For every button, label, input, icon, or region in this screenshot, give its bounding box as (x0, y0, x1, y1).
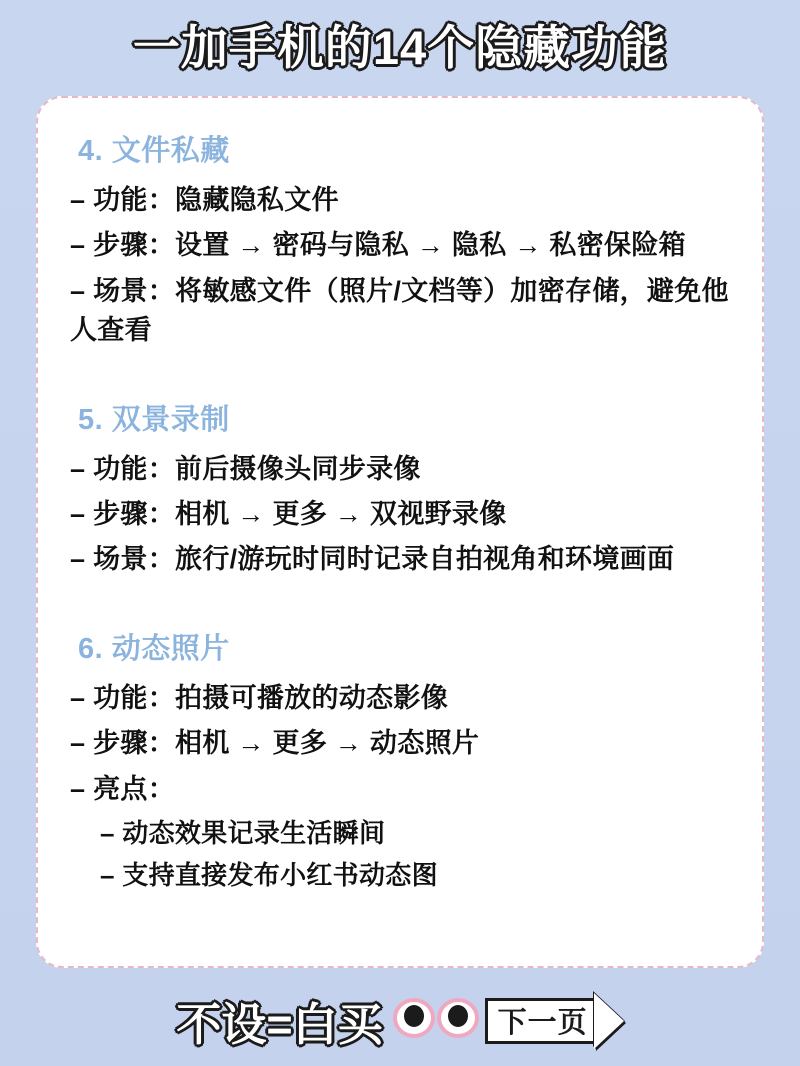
section-line: – 功能：隐藏隐私文件 (70, 185, 339, 215)
footer-slogan: 不设=白买 (176, 999, 383, 1050)
eye-left-icon (393, 998, 435, 1038)
section-sub-line: – 动态效果记录生活瞬间 (100, 818, 386, 849)
arrow-right-icon (594, 993, 624, 1049)
content-card (36, 96, 764, 968)
spacer (64, 594, 736, 620)
footer (0, 975, 800, 1066)
section-line: – 亮点： (70, 773, 176, 804)
section-title: 6. 动态照片 (78, 632, 230, 665)
next-page-button[interactable] (485, 993, 624, 1049)
pupil (448, 1005, 468, 1027)
section-line: – 场景：将敏感文件（照片/文档等）加密存储，避免他人查看 (70, 275, 729, 346)
section-line: – 步骤：设置 → 密码与隐私 → 隐私 → 私密保险箱 (70, 230, 686, 261)
section-line: – 步骤：相机 → 更多 → 双视野录像 (70, 499, 507, 530)
spacer (64, 365, 736, 391)
next-page-label: 下一页 (497, 1007, 588, 1039)
pupil (404, 1005, 424, 1027)
section-line: – 步骤：相机 → 更多 → 动态照片 (70, 728, 480, 759)
eye-right-icon (437, 998, 479, 1038)
section-sub-line: – 支持直接发布小红书动态图 (100, 860, 438, 891)
section-line: – 功能：拍摄可播放的动态影像 (70, 682, 449, 713)
eyes-icon (393, 998, 479, 1038)
page-title: 一加手机的14个隐藏功能 (132, 21, 668, 74)
section-live-photo (64, 626, 736, 895)
section-title: 5. 双景录制 (78, 403, 230, 436)
section-line: – 场景：旅行/游玩时同时记录自拍视角和环境画面 (70, 544, 675, 575)
next-page-arrow-body (485, 998, 594, 1044)
section-title: 4. 文件私藏 (78, 135, 230, 167)
section-dual-view-recording (64, 397, 736, 580)
section-file-vault (64, 128, 736, 351)
section-line: – 功能：前后摄像头同步录像 (70, 453, 421, 484)
